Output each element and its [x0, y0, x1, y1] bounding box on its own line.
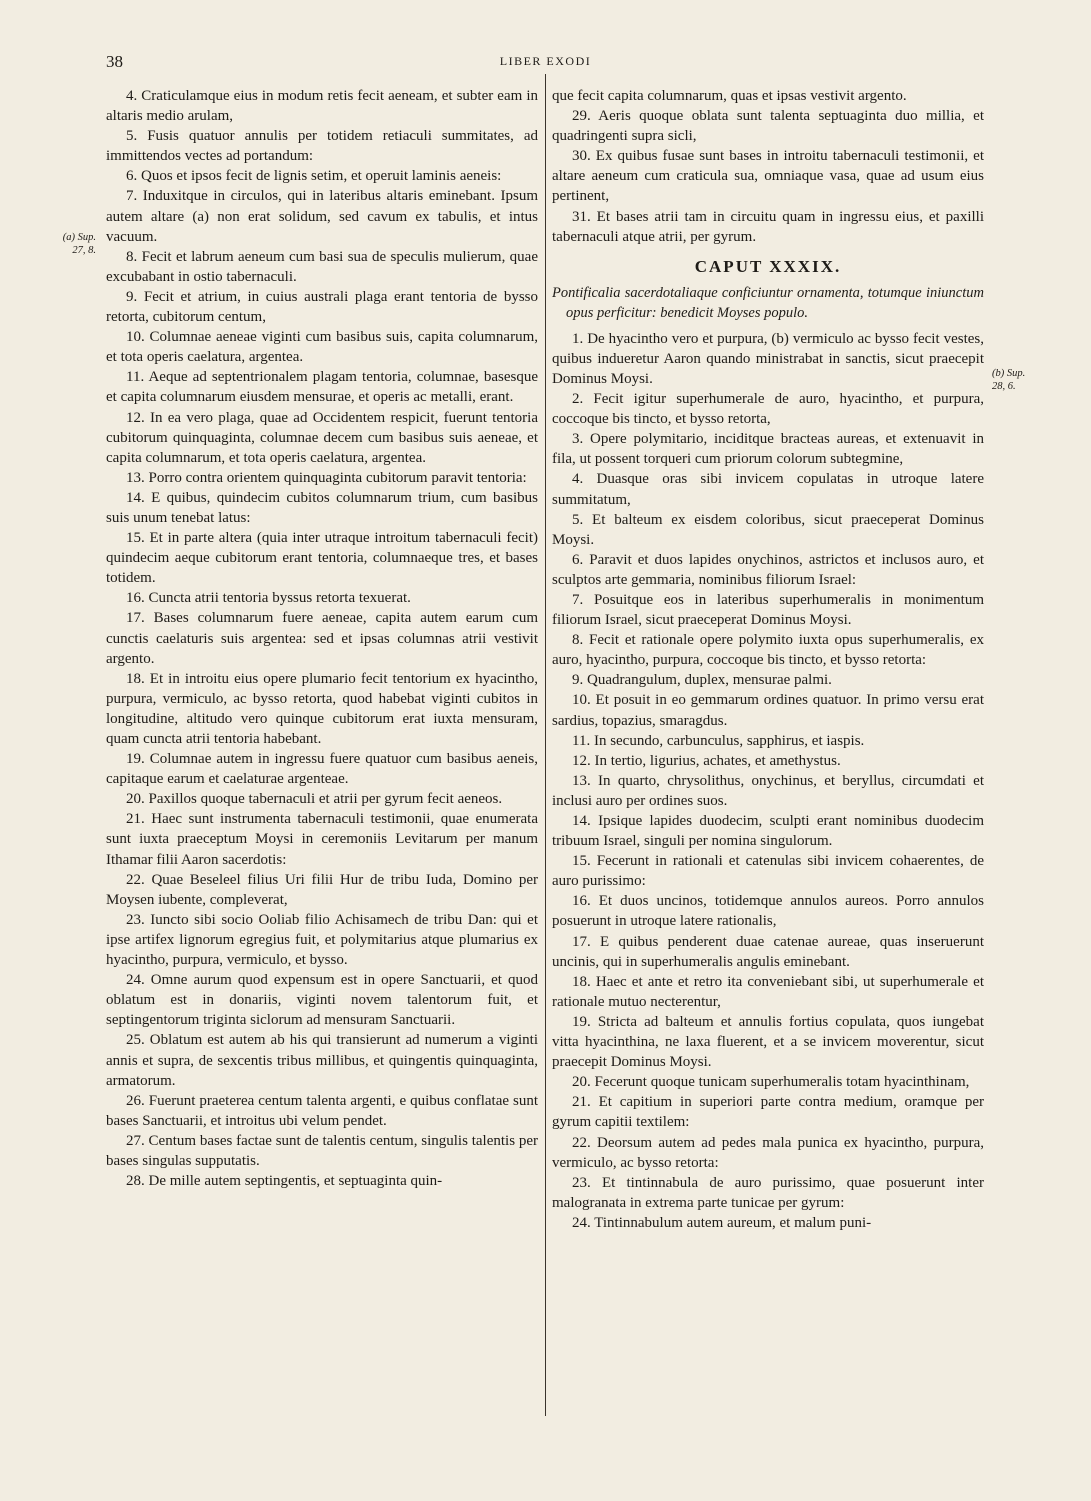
verse: 19. Columnae autem in ingressu fuere quatuor cum basibus aeneis, capitaque earum et caelaturae argenteae.	[106, 751, 538, 788]
verse: 4. Craticulamque eius in modum retis fecit aeneam, et subter eam in altaris medio arulam,	[106, 88, 538, 125]
verse: 24. Omne aurum quod expensum est in opere Sanctuarii, et quod oblatum est in donariis, viginti novem talentorum fuit, et septingentorum triginta siclorum ad mensuram Sanctuarii.	[106, 972, 538, 1029]
verse: 9. Quadrangulum, duplex, mensurae palmi.	[572, 672, 832, 689]
verse: 26. Fuerunt praeterea centum talenta argenti, e quibus conflatae sunt bases Sanctuarii, et introitus ubi velum pendet.	[106, 1092, 538, 1129]
verse: 7. Induxitque in circulos, qui in lateribus altaris eminebant. Ipsum autem altare (a) non erat solidum, sed cavum ex tabulis, et intus vacuum.	[106, 188, 538, 245]
verse: 17. E quibus penderent duae catenae aureae, quas inseruerunt uncinis, qui in superhumeralis angulis eminebant.	[552, 933, 984, 970]
margin-note-label: (a) Sup.	[62, 232, 96, 243]
verse: 8. Fecit et rationale opere polymito iuxta opus superhumeralis, ex auro, hyacintho, purpura, coccoque bis tincto, et bysso retorta:	[552, 632, 984, 669]
verse: 17. Bases columnarum fuere aeneae, capita autem earum cum cunctis caelaturis suis argentea: sed et ipsas columnas atrii vestivit argento.	[106, 610, 538, 667]
verse: 31. Et bases atrii tam in circuitu quam in ingressu eius, et paxilli tabernaculi atque atrii, per gyrum.	[552, 208, 984, 245]
chapter-heading: CAPUT XXXIX.	[694, 256, 842, 276]
verse: 1. De hyacintho vero et purpura, (b) vermiculo ac bysso fecit vestes, quibus indueretur Aaron quando ministrabat in sanctis, sicut praecepit Dominus Moysi.	[552, 330, 984, 387]
verse: 9. Fecit et atrium, in cuius australi plaga erant tentoria de bysso retorta, cubitorum centum,	[106, 288, 538, 326]
verse: 22. Deorsum autem ad pedes mala punica ex hyacintho, purpura, vermiculo, ac bysso retorta:	[552, 1134, 984, 1171]
verse: 13. In quarto, chrysolithus, onychinus, et beryllus, circumdati et inclusi auro per ordines suos.	[552, 772, 984, 809]
verse: 20. Paxillos quoque tabernaculi et atrii per gyrum fecit aeneos.	[126, 791, 503, 808]
column-divider	[545, 74, 546, 1416]
verse: 16. Et duos uncinos, totidemque annulos aureos. Porro annulos posuerunt in utroque latere rationalis,	[552, 893, 984, 930]
verse: 14. Ipsique lapides duodecim, sculpti erant nominibus duodecim tribuum Israel, singuli per nomina singulorum.	[552, 813, 984, 850]
verse: 23. Iuncto sibi socio Ooliab filio Achisamech de tribu Dan: qui et ipse artifex lignorum egregius fuit, et polymitarius atque plumarius ex hyacintho, purpura, vermiculo, et bysso.	[106, 911, 538, 969]
margin-note-label: (b) Sup.	[992, 368, 1026, 379]
verse: 3. Opere polymitario, inciditque bracteas aureas, et extenuavit in fila, ut possent torqueri cum priorum colorum subtegmine,	[552, 431, 984, 468]
verse: 4. Duasque oras sibi invicem copulatas in utroque latere summitatum,	[552, 471, 984, 508]
verse: 24. Tintinnabulum autem aureum, et malum puni-	[572, 1214, 872, 1231]
verse: 2. Fecit igitur superhumerale de auro, hyacintho, et purpura, coccoque bis tincto, et bysso retorta,	[552, 391, 984, 428]
verse: 27. Centum bases factae sunt de talentis centum, singulis talentis per bases singulas supputatis.	[106, 1132, 538, 1169]
verse: 20. Fecerunt quoque tunicam superhumeralis totam hyacinthinam,	[572, 1074, 970, 1091]
verse: 14. E quibus, quindecim cubitos columnarum trium, cum basibus suis unum tenebat latus:	[106, 489, 538, 526]
right-column	[552, 86, 984, 1233]
verse: 11. Aeque ad septentrionalem plagam tentoria, columnae, basesque et capita columnarum eiusdem mensurae, et operis ac metalli, erant.	[106, 369, 538, 406]
verse: 21. Haec sunt instrumenta tabernaculi testimonii, quae enumerata sunt iuxta praeceptum Moysi in ceremoniis Levitarum per manum Ithamar filii Aaron sacerdotis:	[106, 811, 538, 868]
verse: 10. Columnae aeneae viginti cum basibus suis, capita columnarum, et tota operis caelatura, argentea.	[106, 329, 538, 366]
margin-note-ref: 28, 6.	[992, 381, 1016, 392]
verse: 11. In secundo, carbunculus, sapphirus, et iaspis.	[572, 732, 865, 749]
verse: 29. Aeris quoque oblata sunt talenta septuaginta duo millia, et quadringenti supra sicli,	[552, 108, 984, 145]
verse: 28. De mille autem septingentis, et septuaginta quin-	[126, 1173, 443, 1190]
verse: 5. Et balteum ex eisdem coloribus, sicut praeceperat Dominus Moysi.	[552, 511, 984, 548]
verse: 8. Fecit et labrum aeneum cum basi sua de speculis mulierum, quae excubabant in ostio tabernaculi.	[106, 248, 538, 285]
verse: 7. Posuitque eos in lateribus superhumeralis in monimentum filiorum Israel, sicut praeceperat Dominus Moysi.	[552, 591, 984, 629]
verse: 18. Et in introitu eius opere plumario fecit tentorium ex hyacintho, purpura, vermiculo, ac bysso retorta, quod habebat viginti cubitos in longitudine, altitudo vero quinque cubitorum erat iuxta mensuram, quam cuncta atrii tentoria habebant.	[106, 670, 538, 747]
verse: 12. In tertio, ligurius, achates, et amethystus.	[572, 752, 841, 769]
chapter-summary: Pontificalia sacerdotaliaque conficiuntur ornamenta, totumque iniunctum opus perficitur: benedicit Moyses populo.	[552, 284, 984, 321]
verse: 12. In ea vero plaga, quae ad Occidentem respicit, fuerunt tentoria cubitorum quinquaginta, columnae decem cum basibus suis aeneae, et capita columnarum, et tota operis caelatura, argentea.	[106, 409, 538, 466]
margin-note-ref: 27, 8.	[72, 245, 96, 256]
verse: 19. Stricta ad balteum et annulis fortius copulata, quos iungebat vitta hyacinthina, ne laxa fluerent, et a se invicem moverentur, sicut praecepit Dominus Moysi.	[552, 1013, 984, 1071]
verse: 15. Et in parte altera (quia inter utraque introitum tabernaculi fecit) quindecim aeque cubitorum erant tentoria, columnaeque tres, et bases totidem.	[106, 530, 538, 587]
verse: 5. Fusis quatuor annulis per totidem retiaculi summitates, ad immittendos vectes ad portandum:	[106, 128, 538, 165]
verse: 18. Haec et ante et retro ita conveniebant sibi, ut superhumerale et rationale mutuo necterentur,	[552, 973, 984, 1010]
verse: 13. Porro contra orientem quinquaginta cubitorum paravit tentoria:	[126, 469, 527, 486]
verse: 25. Oblatum est autem ab his qui transierunt ad numerum a viginti annis et supra, de sexcentis tribus millibus, et quingentis quinquaginta, armatorum.	[106, 1032, 538, 1089]
verse: 6. Paravit et duos lapides onychinos, astrictos et inclusos auro, et sculptos arte gemmaria, nominibus filiorum Israel:	[552, 551, 984, 588]
verse: 30. Ex quibus fusae sunt bases in introitu tabernaculi testimonii, et altare aeneum cum craticula sua, omniaque vasa, quae ad usum eius pertinent,	[552, 148, 984, 205]
verse: que fecit capita columnarum, quas et ipsas vestivit argento.	[552, 88, 907, 104]
left-column	[106, 86, 538, 1191]
verse: 6. Quos et ipsos fecit de lignis setim, et operuit laminis aeneis:	[126, 168, 502, 185]
verse: 16. Cuncta atrii tentoria byssus retorta texuerat.	[126, 590, 411, 607]
margin-note-left	[40, 231, 96, 257]
margin-note-right	[992, 367, 1052, 393]
verse: 10. Et posuit in eo gemmarum ordines quatuor. In primo versu erat sardius, topazius, smaragdus.	[552, 692, 984, 729]
verse: 21. Et capitium in superiori parte contra medium, oramque per gyrum capitii textilem:	[552, 1094, 984, 1131]
page-number: 38	[106, 52, 123, 71]
verse: 22. Quae Beseleel filius Uri filii Hur de tribu Iuda, Domino per Moysen iubente, compleverat,	[106, 871, 538, 908]
verse: 15. Fecerunt in rationali et catenulas sibi invicem cohaerentes, de auro purissimo:	[552, 853, 984, 890]
verse: 23. Et tintinnabula de auro purissimo, quae posuerunt inter malogranata in extrema parte tunicae per gyrum:	[552, 1174, 984, 1211]
page-header	[0, 52, 1091, 72]
running-head: LIBER EXODI	[499, 54, 592, 68]
